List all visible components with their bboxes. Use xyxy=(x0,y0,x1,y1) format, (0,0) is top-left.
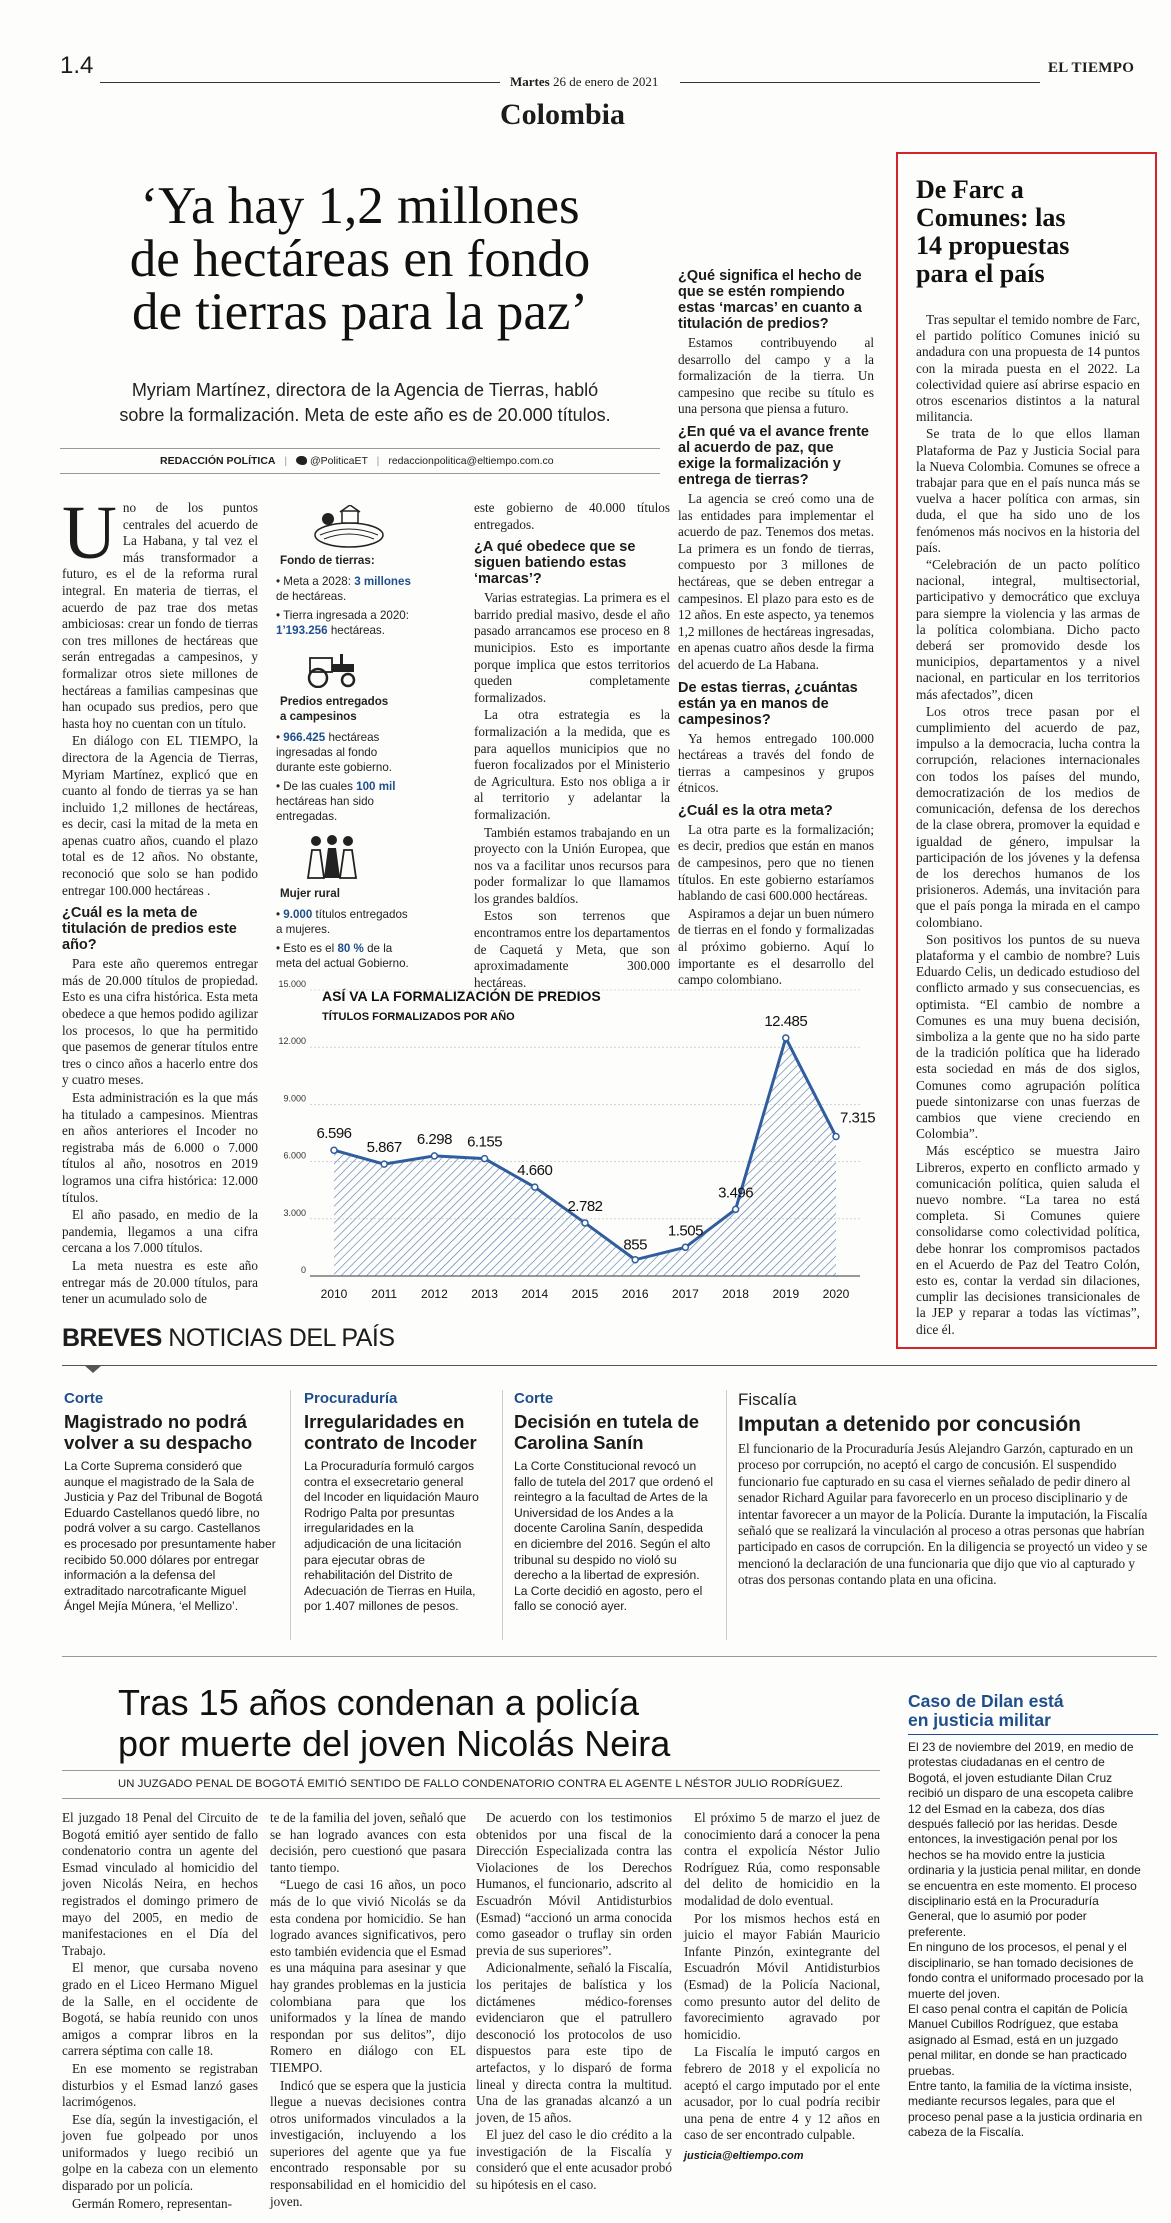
byline-email[interactable]: redaccionpolitica@eltiempo.com.co xyxy=(388,455,554,467)
second-subhead: UN JUZGADO PENAL DE BOGOTÁ EMITIÓ SENTIDO DE FALLO CONDENATORIO CONTRA EL AGENTE L NÉSTOR JULIO RODRÍGUEZ. xyxy=(118,1778,843,1790)
sidebar-title-line-1: De Farc a xyxy=(916,175,1024,204)
chart-point xyxy=(431,1153,437,1159)
section-title: Colombia xyxy=(500,98,626,131)
chart-point xyxy=(632,1257,638,1263)
mujer-title: Mujer rural xyxy=(280,887,340,900)
chart-point xyxy=(783,1035,789,1041)
chart-value-label: 855 xyxy=(623,1236,647,1254)
sidebar-paragraph: Más escéptico se muestra Jairo Libreros, experto en conflicto armado y comunicación política, quien saluda el nuevo nombre. “La tarea no está completa. Si Comunes quiere consolidarse como colectividad política, debe honrar los compromisos pactados en el Acuerdo de Paz del Teatro Colón, esto es, contar la verdad sin dilaciones, cumplir las decisiones transicionales de la JEP y reparar a todas las víctimas”, dice él. xyxy=(916,1143,1140,1337)
y-tick-label: 12.000 xyxy=(278,1036,306,1047)
predios-title-line-2: a campesinos xyxy=(280,710,357,723)
chart-value-label: 6.155 xyxy=(467,1133,503,1151)
headline-line-2: de hectáreas en fondo xyxy=(129,230,591,288)
dilan-paragraph: El caso penal contra el capitán de Policía Manuel Cubillos Rodríguez, que estaba asignado al Esmad, está en un juzgado penal militar, en donde se han practicado pruebas. xyxy=(908,2001,1128,2078)
chart-value-label: 12.485 xyxy=(764,1012,808,1030)
main-col3-paragraph: este gobierno de 40.000 títulos entregados. xyxy=(474,500,670,532)
lead-line-2: sobre la formalización. Meta de este año es de 20.000 títulos. xyxy=(119,405,611,425)
predios-title-line-1: Predios entregados xyxy=(280,695,389,708)
issue-date-rest: 26 de enero de 2021 xyxy=(552,74,659,89)
second-column-4 xyxy=(684,1810,880,2162)
x-tick-label: 2018 xyxy=(722,1287,749,1301)
fondo-meta-value: 3 millones xyxy=(354,575,411,588)
predios-mil-line: • De las cuales 100 mil hectáreas han sido entregadas. xyxy=(276,780,396,823)
main-headline xyxy=(70,177,650,341)
predios-mil-value: 100 mil xyxy=(356,780,396,793)
chart-point xyxy=(582,1220,588,1226)
main-column-1 xyxy=(62,491,258,1309)
main-question: ¿En qué va el avance frente al acuerdo de paz, que exige la formalización y entrega de tierras? xyxy=(678,423,869,488)
main-question: ¿Qué significa el hecho de que se estén rompiendo estas ‘marcas’ en cuanto a titulación de predios? xyxy=(678,268,862,332)
sidebar-paragraph: Los otros trece pasan por el cumplimiento del acuerdo de paz, impulso a la democracia, lucha contra la corrupción, relaciones internacionales con todos los países del mundo, democratización de los medios de comunicación, defensa de los derechos de la clase obrera, promover la equidad e igualdad de género, impulsar la participación de los jóvenes y la defensa de los derechos humanos de los prisioneros. Además, una invitación para que el país ponga la mirada en el campo colombiano. xyxy=(916,703,1140,930)
breve-divider xyxy=(502,1390,503,1640)
breve-divider xyxy=(726,1390,727,1640)
header-rule-right xyxy=(680,82,1040,83)
dilan-title-line-1: Caso de Dilan está xyxy=(908,1691,1064,1711)
main-col1-paragraph: El año pasado, en medio de la pandemia, llegamos a una cifra cercana a los 7.000 títulos. xyxy=(62,1207,258,1256)
dilan-box-body xyxy=(908,1740,1148,2141)
main-question: ¿A qué obedece que se siguen batiendo estas ‘marcas’? xyxy=(474,539,636,588)
fondo-tierra-unit: hectáreas. xyxy=(330,624,385,637)
chart-point xyxy=(682,1244,688,1250)
predios-title xyxy=(280,694,416,724)
chart-value-label: 4.660 xyxy=(517,1162,553,1180)
x-tick-label: 2017 xyxy=(672,1287,699,1301)
breve-item xyxy=(304,1390,482,1615)
chart-area-fill xyxy=(334,1038,836,1276)
breves-rule xyxy=(62,1365,1157,1366)
breve-title: Magistrado no podrá volver a su despacho xyxy=(64,1411,253,1453)
twitter-icon xyxy=(296,456,307,465)
sidebar-title-line-3: 14 propuestas xyxy=(916,231,1070,260)
y-tick-label: 15.000 xyxy=(278,979,306,989)
byline-author: REDACCIÓN POLÍTICA xyxy=(160,455,276,467)
chart-value-label: 6.298 xyxy=(416,1130,452,1148)
chart-value-label: 3.496 xyxy=(718,1184,754,1202)
second-paragraph: te de la familia del joven, señaló que se han logrado avances con esta decisión, pero cuestionó que pasara tanto tiempo. xyxy=(270,1810,466,1875)
main-col4-paragraph: Estamos contribuyendo al desarrollo del campo y a la formalización de la tierra. Un campesino que recibe su título es una persona que piensa a futuro. xyxy=(678,335,874,417)
predios-value-line: • 966.425 hectáreas ingresadas al fondo durante este gobierno. xyxy=(276,731,393,774)
headline-line-1: ‘Ya hay 1,2 millones xyxy=(140,177,580,235)
mujer-text: títulos entregados a mujeres. xyxy=(276,908,408,936)
second-paragraph: La Fiscalía le imputó cargos en febrero de 2018 y el expolicía no aceptó el cargo imputado por el ente acusador, por lo cual podría recibir una pena de entre 4 y 12 años en caso de ser encontrado culpable. xyxy=(684,2044,880,2143)
main-col3-paragraph: Varias estrategias. La primera es el barrido predial masivo, desde el año pasado arrancamos ese proceso en 8 municipios. Esto es importante porque implica que estos territorios queden completamente formalizados. xyxy=(474,590,670,705)
chart-value-label: 7.315 xyxy=(840,1109,876,1127)
newspaper-logo: EL TIEMPO xyxy=(1048,60,1135,76)
formalization-chart xyxy=(260,966,880,1306)
main-col3-paragraph: También estamos trabajando en un proyecto con la Unión Europea, que nos va a facilitar unos recursos para poder formalizar lo que llamamos los grandes baldíos. xyxy=(474,824,670,906)
predios-text: hectáreas ingresadas al fondo durante este gobierno. xyxy=(276,731,393,774)
second-subhead-rule-bottom xyxy=(62,1798,880,1799)
predios-value: 966.425 xyxy=(283,731,326,744)
fondo-tierra-value: 1’193.256 xyxy=(276,624,328,637)
sidebar-paragraph: Son positivos los puntos de su nueva plataforma y el cambio de nombre? Luis Eduardo Celis, un dedicado estudioso del conflicto armado y sus consecuencias, es optimista. “El cambio de nombre a Comunes es una muy buena decisión, simboliza a la gente que no ha sido parte de la tradición política que ha liderado esta sociedad en más de dos siglos, Comunes como agrupación política puede sintonizarse con unas fuerzas de cambios que viene creciendo en Colombia”. xyxy=(916,931,1140,1142)
second-paragraph: En ese momento se registraban disturbios y el Esmad lanzó gases lacrimógenos. xyxy=(62,2060,258,2110)
chart-value-label: 5.867 xyxy=(366,1139,402,1157)
drop-cap: U xyxy=(62,491,117,575)
mujer-pct-text: Esto es el xyxy=(283,942,335,955)
fondo-meta-text: Meta a 2028: xyxy=(283,575,351,588)
second-paragraph: Por los mismos hechos está en juicio el mayor Fabián Mauricio Infante Pinzón, exintegrante del Escuadrón Móvil Antidisturbios (Esmad) de la Policía Nacional, como presunto autor del delito de favorecimiento agravado por homicidio. xyxy=(684,1910,880,2042)
farm-icon xyxy=(312,505,386,549)
main-col1-paragraph: En diálogo con EL TIEMPO, la directora de la Agencia de Tierras, Myriam Martínez, explicó que en cuanto al fondo de tierras ya se han incluido 1,2 millones de hectáreas, es decir, casi la mitad de la meta en apenas cuatro años, cuando el plazo total es de 12 años. No obstante, reconoció que solo se han podido entregar 100.000 hectáreas . xyxy=(62,733,258,898)
breves-label-bold: BREVES xyxy=(62,1324,162,1352)
breve-title: Decisión en tutela de Carolina Sanín xyxy=(514,1411,700,1453)
breve-section: Corte xyxy=(514,1390,554,1407)
breve-item xyxy=(738,1390,1158,1589)
breve-divider xyxy=(290,1390,291,1640)
chart-point xyxy=(733,1206,739,1212)
x-tick-label: 2016 xyxy=(621,1287,649,1301)
sidebar-paragraph: “Celebración de un pacto político nacional, integral, multisectorial, participativo y democrático que excluya para siempre la violencia y las armas de la política colombiana. Dicho pacto deberá ser promovido desde los municipios, departamentos y a nivel nacional, en particular en los territorios más afectados”, dicen xyxy=(916,557,1140,702)
chart-point xyxy=(833,1134,839,1140)
page-number: 1.4 xyxy=(60,52,94,79)
x-tick-label: 2011 xyxy=(371,1287,398,1301)
chart-point xyxy=(381,1161,387,1167)
issue-date-day: Martes xyxy=(510,74,550,89)
main-col4-paragraph: La agencia se creó como una de las entidades para implementar el acuerdo de paz. Tenemos dos metas. La primera es un fondo de tierras, compuesto por 3 millones de hectáreas, que se deben entregar a campesinos. El plazo para esto es de 12 años. En este aspecto, ya tenemos 1,2 millones de hectáreas ingresadas, en apenas cuatro años desde la firma del acuerdo de La Habana. xyxy=(678,490,874,672)
breve-text: La Corte Constitucional revocó un fallo de tutela del 2017 que ordenó el reintegro a la facultad de Artes de la Universidad de los Andes a la docente Carolina Sanín, despedida en diciembre del 2016. Según el alto tribunal su despido no violó su derecho a la libertad de expresión. La Corte decidió en agosto, pero el fallo se conoció ayer. xyxy=(514,1459,714,1614)
rural-women-icon xyxy=(302,834,362,880)
chart-point xyxy=(331,1147,337,1153)
issue-date xyxy=(510,74,658,90)
breves-label-rest: NOTICIAS DEL PAÍS xyxy=(168,1324,395,1352)
dilan-paragraph: En ninguno de los procesos, el penal y el disciplinario, se han tomado decisiones de fondo contra el uniformado procesado por la muerte del joven. xyxy=(908,1940,1144,2001)
main-col4-paragraph: Ya hemos entregado 100.000 hectáreas a través del fondo de tierras a campesinos y grupos étnicos. xyxy=(678,730,874,796)
headline-line-3: de tierras para la paz’ xyxy=(131,283,589,341)
chart-title: ASÍ VA LA FORMALIZACIÓN DE PREDIOS xyxy=(322,988,601,1004)
breves-label xyxy=(62,1324,395,1353)
breve-section: Procuraduría xyxy=(304,1390,398,1407)
mujer-pct-line: • Esto es el 80 % de la meta del actual Gobierno. xyxy=(276,942,409,970)
fondo-tierra-text: Tierra ingresada a 2020: xyxy=(283,609,409,622)
second-column-2 xyxy=(270,1810,466,2211)
chart-value-label: 1.505 xyxy=(667,1222,703,1240)
second-paragraph: Indicó que se espera que la justicia llegue a nuevas decisiones contra otros uniformados vinculados a la investigación, incluyendo a los superiores del agente que ya fue encontrado responsable por su responsabilidad en el homicidio del joven. xyxy=(270,2077,466,2209)
fondo-meta: • Meta a 2028: 3 millones de hectáreas. xyxy=(276,575,411,603)
sidebar-title-line-2: Comunes: las xyxy=(916,203,1066,232)
chart-point xyxy=(532,1184,538,1190)
x-tick-label: 2013 xyxy=(471,1287,498,1301)
main-column-4 xyxy=(678,268,874,990)
mujer-value-line: • 9.000 títulos entregados a mujeres. xyxy=(276,908,408,936)
x-tick-label: 2010 xyxy=(320,1287,348,1301)
main-question: De estas tierras, ¿cuántas están ya en manos de campesinos? xyxy=(678,679,858,728)
fondo-title: Fondo de tierras: xyxy=(280,554,375,567)
lead-line-1: Myriam Martínez, directora de la Agencia de Tierras, habló xyxy=(131,380,599,400)
x-tick-label: 2014 xyxy=(521,1287,549,1301)
predios-mil-unit: hectáreas han sido entregadas. xyxy=(276,795,374,823)
second-headline xyxy=(118,1682,858,1764)
dilan-box-rule xyxy=(908,1734,1158,1735)
tractor-icon xyxy=(296,650,366,688)
main-col3-paragraph: La otra estrategia es la formalización a la medida, que es para aquellos municipios que no fueron focalizados por el Ministerio de Agricultura. Esto nos obliga a ir al territorio y adelantar la formalización. xyxy=(474,707,670,822)
second-column-1 xyxy=(62,1810,258,2213)
second-paragraph: Germán Romero, representan- xyxy=(72,2195,233,2211)
main-col1-paragraph: Esta administración es la que más ha titulado a campesinos. Mientras en años anteriores el Incoder no registraba más de 6.000 o 7.000 títulos al año, nosotros en 2019 logramos una cifra histórica: 12.000 títulos. xyxy=(62,1090,258,1205)
second-paragraph: El menor, que cursaba noveno grado en el Liceo Hermano Miguel de la Salle, en el occidente de Bogotá, se había reunido con unos amigos a comprar libros en la carrera séptima con calle 18. xyxy=(62,1960,258,2059)
breve-text: La Corte Suprema consideró que aunque el magistrado de la Sala de Justicia y Paz del Tribunal de Bogotá Eduardo Castellanos quedó libre, no podrá volver a su cargo. Castellanos es procesado por presuntamente haber recibido 50.000 dólares por entregar información a la defensa del extraditado narcotraficante Miguel Ángel Mejía Múnera, ‘el Mellizo’. xyxy=(64,1459,276,1614)
breve-item xyxy=(514,1390,714,1615)
main-col1-paragraph: La meta nuestra es este año entregar más de 20.000 títulos, para tener un acumulado solo de xyxy=(62,1257,258,1307)
x-tick-label: 2020 xyxy=(822,1287,850,1301)
second-paragraph: El juez del caso le dio crédito a la investigación de la Fiscalía y consideró que el ente acusador probó su hipótesis en el caso. xyxy=(476,2127,672,2193)
byline-rule-bottom xyxy=(60,473,660,474)
breve-section: Fiscalía xyxy=(738,1390,797,1409)
dilan-box-title xyxy=(908,1692,1158,1730)
dilan-paragraph: Entre tanto, la familia de la víctima insiste, mediante recursos legales, para que el proceso penal pase a la justicia ordinaria en cabeza de la Fiscalía. xyxy=(908,2078,1143,2140)
chart-subtitle: TÍTULOS FORMALIZADOS POR AÑO xyxy=(322,1011,515,1023)
breve-title: Irregularidades en contrato de Incoder xyxy=(304,1411,477,1453)
predios-mil-text: De las cuales xyxy=(283,780,353,793)
second-paragraph: “Luego de casi 16 años, un poco más de lo que vivió Nicolás se da esta condena por homicidio. Se han logrado avances significativos, pero esto también evidencia que el Esmad es una máquina para asesinar y que hay grandes problemas en la justicia colombiana para que los uniformados y la línea de mando respondan por sus delitos”, dijo Romero en diálogo con EL TIEMPO. xyxy=(270,1877,466,2075)
x-tick-label: 2012 xyxy=(421,1287,448,1301)
byline-rule-top xyxy=(60,448,660,449)
mujer-value: 9.000 xyxy=(283,908,313,921)
main-lead xyxy=(70,378,660,428)
main-column-3 xyxy=(474,500,670,992)
dilan-paragraph: El 23 de noviembre del 2019, en medio de protestas ciudadanas en el centro de Bogotá, el joven estudiante Dilan Cruz recibió un disparo de una escopeta calibre 12 del Esmad en la cabeza, dos días después falleció por las heridas. Desde entonces, la investigación penal por los hechos se ha movido entre la justicia ordinaria y la justicia penal militar, en donde se encuentra en este momento. El proceso disciplinario está en la Procuraduría General, que lo asumió por poder preferente. xyxy=(908,1740,1141,1939)
chart-value-label: 6.596 xyxy=(316,1125,352,1143)
sidebar-body xyxy=(916,312,1140,1339)
mujer-pct-value: 80 % xyxy=(337,942,364,955)
second-paragraph: Ese día, según la investigación, el joven fue golpeado por unos uniformados y luego recibió un golpe en la cabeza con un elemento disparado por un policía. xyxy=(62,2111,258,2194)
y-tick-label: 6.000 xyxy=(283,1150,306,1161)
y-tick-label: 0 xyxy=(300,1265,306,1275)
sidebar-paragraph: Tras sepultar el temido nombre de Farc, el partido político Comunes inició su andadura con una propuesta de 14 puntos con la mirada puesta en el 2022. La colectividad quiere así abrirse espacio en otros escenarios distintos a la natural militancia. xyxy=(916,312,1140,425)
main-col1-paragraph: Para este año queremos entregar más de 20.000 títulos de propiedad. Esto es una cifra histórica. Esta meta obedece a que hemos podido agilizar los procesos, lo que ha permitido que pasemos de generar títulos entre tres o cinco años a hacerlo entre dos y cuatro meses. xyxy=(62,956,258,1088)
main-question: ¿Cuál es la otra meta? xyxy=(678,802,833,819)
main-col4-paragraph: Aspiramos a dejar un buen número de tierras en el fondo y formalizadas al próximo gobierno. Aquí lo importante es el desarrollo del campo colombiano. xyxy=(678,905,874,988)
fondo-meta-unit: de hectáreas. xyxy=(276,590,347,603)
y-tick-label: 3.000 xyxy=(283,1207,306,1218)
breve-title: Imputan a detenido por concusión xyxy=(738,1413,1082,1436)
second-headline-line-2: por muerte del joven Nicolás Neira xyxy=(118,1723,671,1764)
second-paragraph: De acuerdo con los testimonios obtenidos por una fiscal de la Dirección Especializada contra las Violaciones de los Derechos Humanos, el funcionario, adscrito al Escuadrón Móvil Antidisturbios (Esmad) “accionó un arma conocida como gaseador o truflay sin orden previa de sus superiores”. xyxy=(476,1810,672,1958)
byline-bar: REDACCIÓN POLÍTICA | @PoliticaET | redaccionpolitica@eltiempo.com.co xyxy=(160,455,554,467)
sidebar-paragraph: Se trata de lo que ellos llaman Plataforma de Paz y Justicia Social para la Nueva Colombia. Comunes se ofrece a trabajar para que en el país nunca más se vuelva a hacer política con armas, sin duda, el que ha sido uno de los fenómenos más nocivos en la historia del país. xyxy=(916,426,1140,555)
second-paragraph: El próximo 5 de marzo el juez de conocimiento dará a conocer la pena contra el expolicía Néstor Julio Rodríguez Rúa, como responsable del delito de homicidio en la modalidad de dolo eventual. xyxy=(684,1810,880,1908)
breves-rule-notch xyxy=(84,1365,102,1373)
x-tick-label: 2015 xyxy=(571,1287,599,1301)
main-question: ¿Cuál es la meta de titulación de predios este año? xyxy=(62,905,237,954)
second-paragraph: El juzgado 18 Penal del Circuito de Bogotá emitió ayer sentido de fallo condenatorio contra un agente del Esmad vinculado al homicidio del joven Nicolás Neira, en hechos registrados el domingo primero de mayo del 2005, en medio de manifestaciones en el Día del Trabajo. xyxy=(62,1810,258,1958)
main-col4-paragraph: La otra parte es la formalización; es decir, predios que están en manos de campesinos, pero que no tienen títulos. En este gobierno estaríamos hablando de casi 600.000 hectáreas. xyxy=(678,821,874,904)
sidebar-title-line-4: para el país xyxy=(916,259,1045,288)
fondo-tierra: • Tierra ingresada a 2020: 1’193.256 hectáreas. xyxy=(276,609,409,637)
dilan-title-line-2: en justicia militar xyxy=(908,1710,1051,1730)
header-rule-left xyxy=(100,82,500,83)
mujer-pct-unit: de la meta del actual Gobierno. xyxy=(276,942,409,970)
second-headline-line-1: Tras 15 años condenan a policía xyxy=(118,1682,640,1723)
breves-bottom-rule xyxy=(62,1656,1157,1657)
breve-item xyxy=(64,1390,276,1615)
infographic-box xyxy=(276,505,416,971)
chart-value-label: 2.782 xyxy=(567,1197,603,1215)
byline-twitter[interactable]: @PoliticaET xyxy=(310,455,368,467)
x-tick-label: 2019 xyxy=(772,1287,800,1301)
main-col1-paragraph: no de los puntos centrales del acuerdo de La Habana, y tal vez el más transformador a futuro, es el de la reforma rural integral. En materia de tierras, el acuerdo de paz trae dos metas ambiciosas: crear un fondo de tierras con tres millones de hectáreas que serán entregadas a campesinos, y formalizar otros siete millones de hectáreas a familias campesinas que han ocupado sus predios, pero que hasta hoy no cuentan con un título. xyxy=(62,500,258,731)
y-tick-label: 9.000 xyxy=(283,1093,306,1104)
breve-section: Corte xyxy=(64,1390,104,1407)
second-article-email[interactable]: justicia@eltiempo.com xyxy=(684,2149,804,2162)
second-subhead-rule-top xyxy=(62,1770,880,1771)
sidebar-title xyxy=(916,176,1141,288)
main-col3-paragraph: Estos son terrenos que encontramos entre los departamentos de Caquetá y Meta, que son aproximadamente 300.000 hectáreas. xyxy=(474,908,670,990)
chart-point xyxy=(482,1156,488,1162)
breve-text: El funcionario de la Procuraduría Jesús Alejandro Garzón, capturado en un proceso por corrupción, no aceptó el cargo de concusión. El suspendido funcionario fue capturado en su casa el viernes señalado de pedir dinero al senador Richard Aguilar para favorecerlo en un proceso disciplinario y de intentar favorecer a un mayor de la Policía. Durante la imputación, la Fiscalía señaló que se realizará la vinculación al proceso a otras personas que habrían participado en casos de corrupción. En la diligencia se proyectó un video y se mencionó la declaración de una funcionaria que dijo que vio al capturado y otras dos personas contando plata en una oficina. xyxy=(738,1441,1148,1588)
second-column-3 xyxy=(476,1810,672,2195)
breve-text: La Procuraduría formuló cargos contra el exsecretario general del Incoder en liquidación Mauro Rodrigo Palta por presuntas irregularidades en la adjudicación de una licitación para ejecutar obras de rehabilitación del Distrito de Adecuación de Tierras en Huila, por 1.407 millones de pesos. xyxy=(304,1459,479,1614)
second-paragraph: Adicionalmente, señaló la Fiscalía, los peritajes de balística y los dictámenes médico-forenses evidenciaron que el patrullero desconoció los protocolos de uso dispuestos para este tipo de artefactos, y lo disparó de forma lineal y directa contra la multitud. Una de las granadas alcanzó a un joven, de 15 años. xyxy=(476,1960,672,2125)
